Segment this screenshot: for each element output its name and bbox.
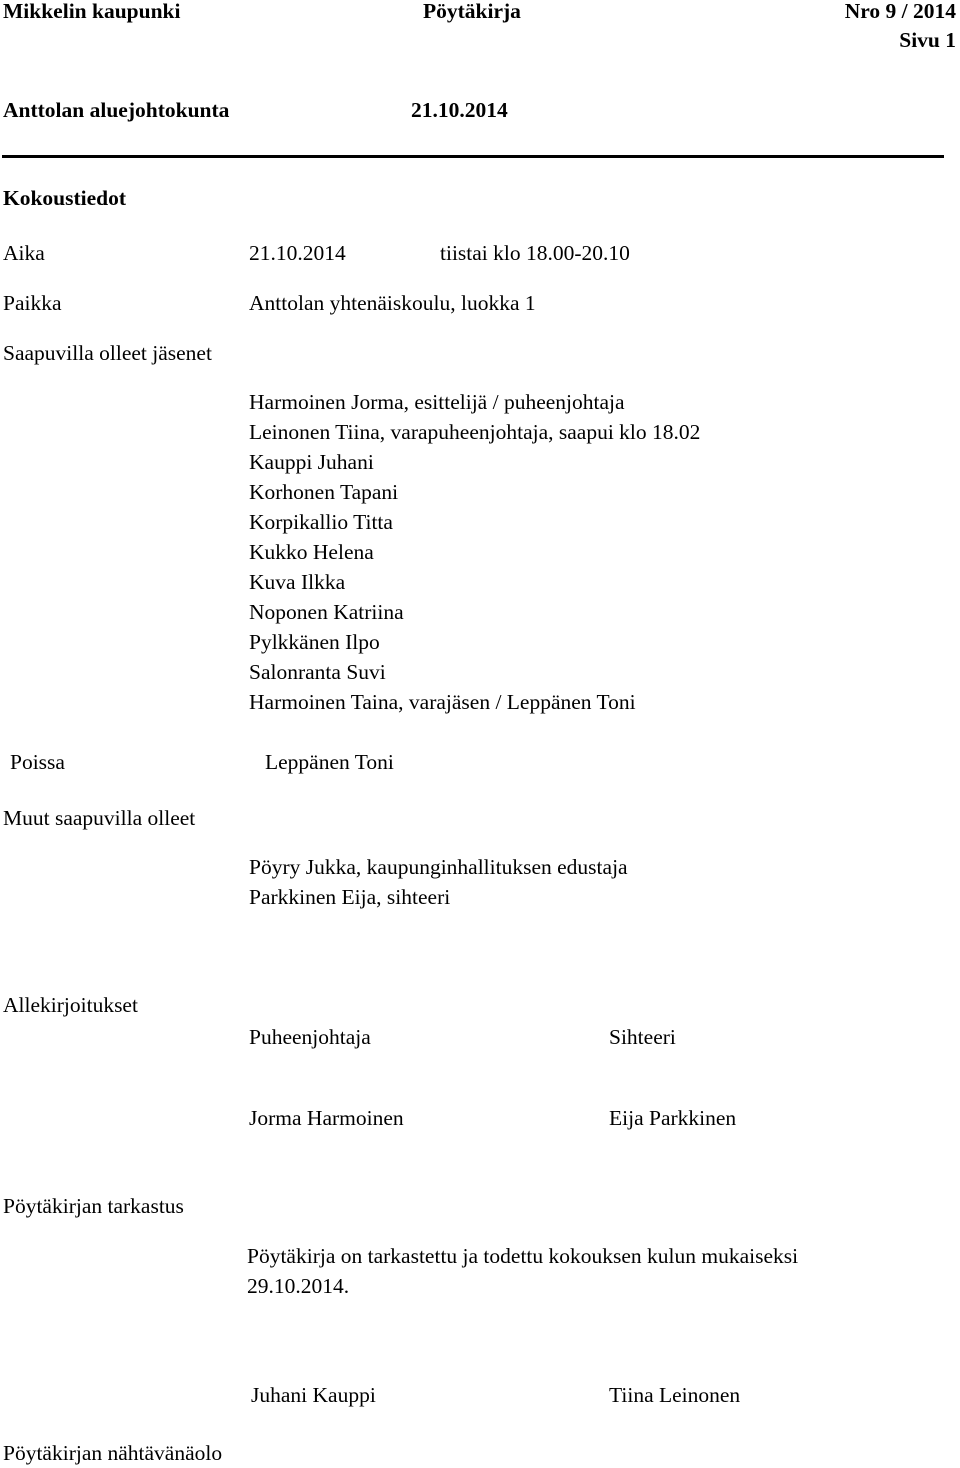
signatures-label: Allekirjoitukset: [3, 993, 138, 1017]
body-name: Anttolan aluejohtokunta: [3, 98, 230, 122]
place-label: Paikka: [3, 291, 62, 315]
place-value: Anttolan yhtenäiskoulu, luokka 1: [249, 291, 536, 315]
review-label: Pöytäkirjan tarkastus: [3, 1194, 184, 1218]
present-members-label: Saapuvilla olleet jäsenet: [3, 341, 212, 365]
list-item: Kukko Helena: [249, 540, 374, 564]
list-item: Pylkkänen Ilpo: [249, 630, 380, 654]
document-number: Nro 9 / 2014: [844, 0, 956, 23]
time-label: Aika: [3, 241, 45, 265]
list-item: Harmoinen Taina, varajäsen / Leppänen Toni: [249, 690, 636, 714]
chair-name: Jorma Harmoinen: [249, 1106, 404, 1130]
organization-name: Mikkelin kaupunki: [3, 0, 181, 23]
chair-role: Puheenjohtaja: [249, 1025, 371, 1049]
list-item: Salonranta Suvi: [249, 660, 386, 684]
time-value: tiistai klo 18.00-20.10: [440, 241, 630, 265]
display-label: Pöytäkirjan nähtävänäolo: [3, 1441, 223, 1465]
meeting-date: 21.10.2014: [411, 98, 508, 122]
time-date: 21.10.2014: [249, 241, 346, 265]
list-item: Korpikallio Titta: [249, 510, 393, 534]
others-present-label: Muut saapuvilla olleet: [3, 806, 196, 830]
list-item: Kauppi Juhani: [249, 450, 374, 474]
reviewer-name: Tiina Leinonen: [609, 1383, 741, 1407]
absent-name: Leppänen Toni: [265, 750, 394, 774]
header-divider: [2, 155, 944, 158]
secretary-name: Eija Parkkinen: [609, 1106, 737, 1130]
review-date: 29.10.2014.: [247, 1274, 350, 1298]
list-item: Kuva Ilkka: [249, 570, 346, 594]
list-item: Parkkinen Eija, sihteeri: [249, 885, 451, 909]
list-item: Korhonen Tapani: [249, 480, 399, 504]
section-title: Kokoustiedot: [3, 186, 127, 210]
document-type: Pöytäkirja: [423, 0, 521, 23]
list-item: Leinonen Tiina, varapuheenjohtaja, saapui klo 18.02: [249, 420, 701, 444]
list-item: Harmoinen Jorma, esittelijä / puheenjohtaja: [249, 390, 625, 414]
reviewer-name: Juhani Kauppi: [251, 1383, 376, 1407]
list-item: Pöyry Jukka, kaupunginhallituksen edustaja: [249, 855, 628, 879]
absent-label: Poissa: [10, 750, 65, 774]
secretary-role: Sihteeri: [609, 1025, 676, 1049]
review-text: Pöytäkirja on tarkastettu ja todettu kokouksen kulun mukaiseksi: [247, 1244, 799, 1268]
list-item: Noponen Katriina: [249, 600, 404, 624]
page-number: Sivu 1: [899, 28, 956, 52]
